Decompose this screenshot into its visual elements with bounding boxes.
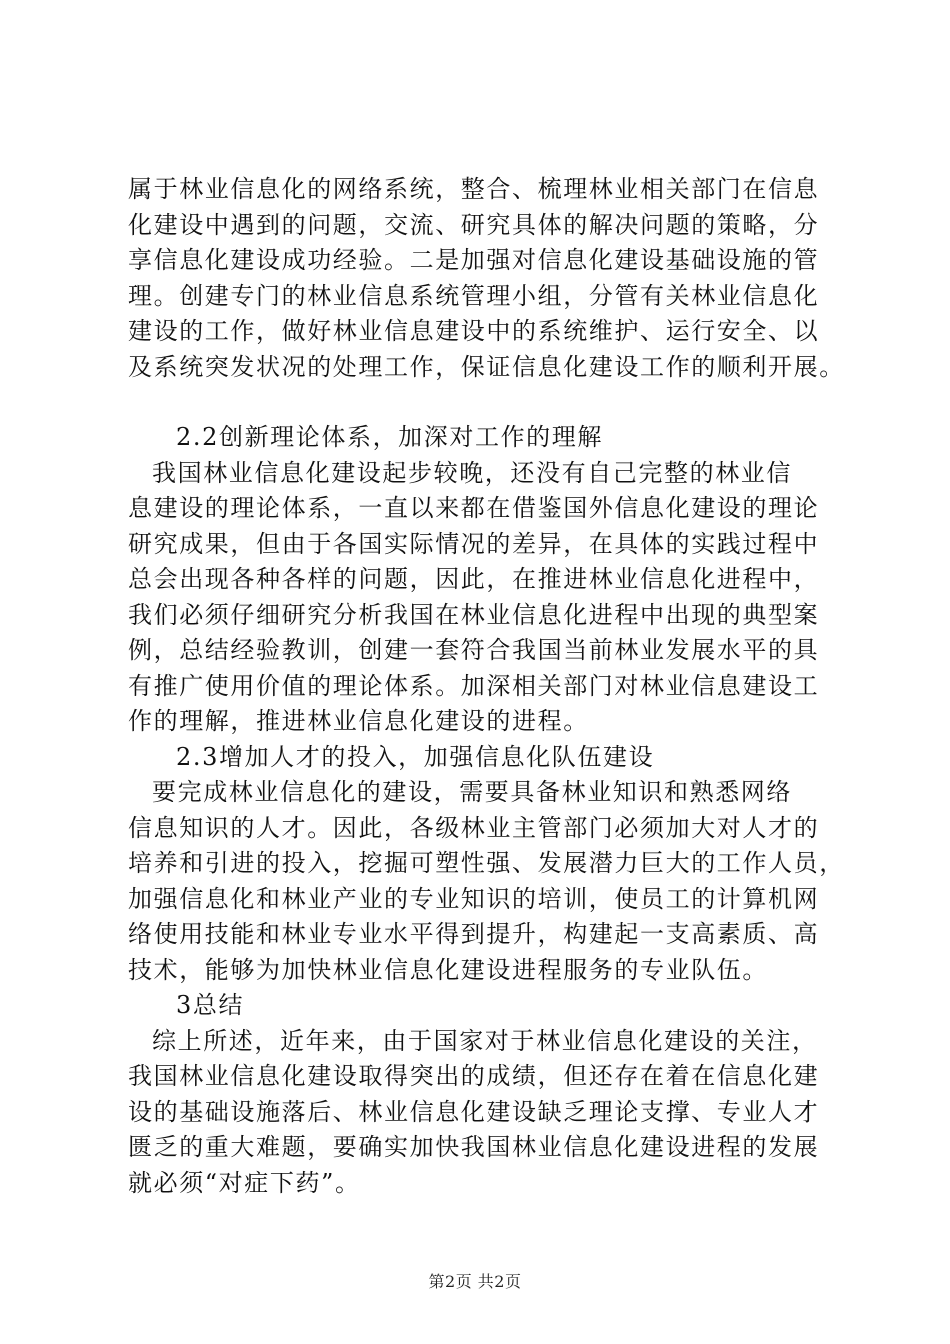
text-line: 总会出现各种各样的问题，因此，在推进林业信息化进程中， bbox=[128, 565, 820, 593]
page-number: 第2页 共2页 bbox=[428, 1272, 522, 1291]
text-line: 息建设的理论体系，一直以来都在借鉴国外信息化建设的理论 bbox=[128, 494, 820, 522]
text-line: 加强信息化和林业产业的专业知识的培训，使员工的计算机网 bbox=[128, 884, 820, 913]
section-heading-2-3: 2.3增加人才的投入，加强信息化队伍建设 bbox=[176, 742, 655, 771]
text-line: 研究成果，但由于各国实际情况的差异，在具体的实践过程中 bbox=[128, 529, 820, 558]
text-line: 我国林业信息化建设起步较晚，还没有自己完整的林业信 bbox=[152, 458, 792, 487]
text-line: 培养和引进的投入，挖掘可塑性强、发展潜力巨大的工作人员， bbox=[128, 849, 845, 877]
text-line: 技术，能够为加快林业信息化建设进程服务的专业队伍。 bbox=[128, 955, 768, 984]
text-line: 我们必须仔细研究分析我国在林业信息化进程中出现的典型案 bbox=[128, 600, 820, 629]
text-line: 匮乏的重大难题，要确实加快我国林业信息化建设进程的发展 bbox=[128, 1133, 820, 1161]
paragraph-infrastructure bbox=[128, 172, 845, 385]
text-line: 化建设中遇到的问题，交流、研究具体的解决问题的策略，分 bbox=[128, 210, 820, 239]
text-line: 例，总结经验教训，创建一套符合我国当前林业发展水平的具 bbox=[128, 636, 820, 664]
text-line: 络使用技能和林业专业水平得到提升，构建起一支高素质、高 bbox=[128, 920, 820, 948]
text-line: 有推广使用价值的理论体系。加深相关部门对林业信息建设工 bbox=[128, 671, 820, 700]
text-line: 属于林业信息化的网络系统，整合、梳理林业相关部门在信息 bbox=[128, 175, 820, 203]
paragraph-talent bbox=[128, 775, 845, 988]
text-line: 理。创建专门的林业信息系统管理小组，分管有关林业信息化 bbox=[128, 281, 820, 310]
text-line: 我国林业信息化建设取得突出的成绩，但还存在着在信息化建 bbox=[128, 1062, 820, 1090]
text-line: 设的基础设施落后、林业信息化建设缺乏理论支撑、专业人才 bbox=[128, 1097, 820, 1126]
document-body bbox=[128, 172, 845, 1201]
paragraph-spacer bbox=[128, 385, 828, 420]
text-line: 作的理解，推进林业信息化建设的进程。 bbox=[128, 707, 589, 735]
paragraph-theory bbox=[128, 456, 828, 740]
section-heading-2-2: 2.2创新理论体系，加深对工作的理解 bbox=[176, 423, 603, 451]
text-line: 要完成林业信息化的建设，需要具备林业知识和熟悉网络 bbox=[152, 778, 792, 806]
paragraph-summary bbox=[128, 1024, 828, 1202]
section-heading-3: 3总结 bbox=[176, 991, 245, 1019]
text-line: 就必须“对症下药”。 bbox=[128, 1168, 361, 1197]
text-line: 及系统突发状况的处理工作，保证信息化建设工作的顺利开展。 bbox=[128, 352, 845, 381]
text-line: 享信息化建设成功经验。二是加强对信息化建设基础设施的管 bbox=[128, 246, 820, 274]
text-line: 综上所述，近年来，由于国家对于林业信息化建设的关注， bbox=[152, 1026, 818, 1055]
text-line: 建设的工作，做好林业信息建设中的系统维护、运行安全、以 bbox=[128, 317, 820, 345]
text-line: 信息知识的人才。因此，各级林业主管部门必须加大对人才的 bbox=[128, 813, 820, 842]
